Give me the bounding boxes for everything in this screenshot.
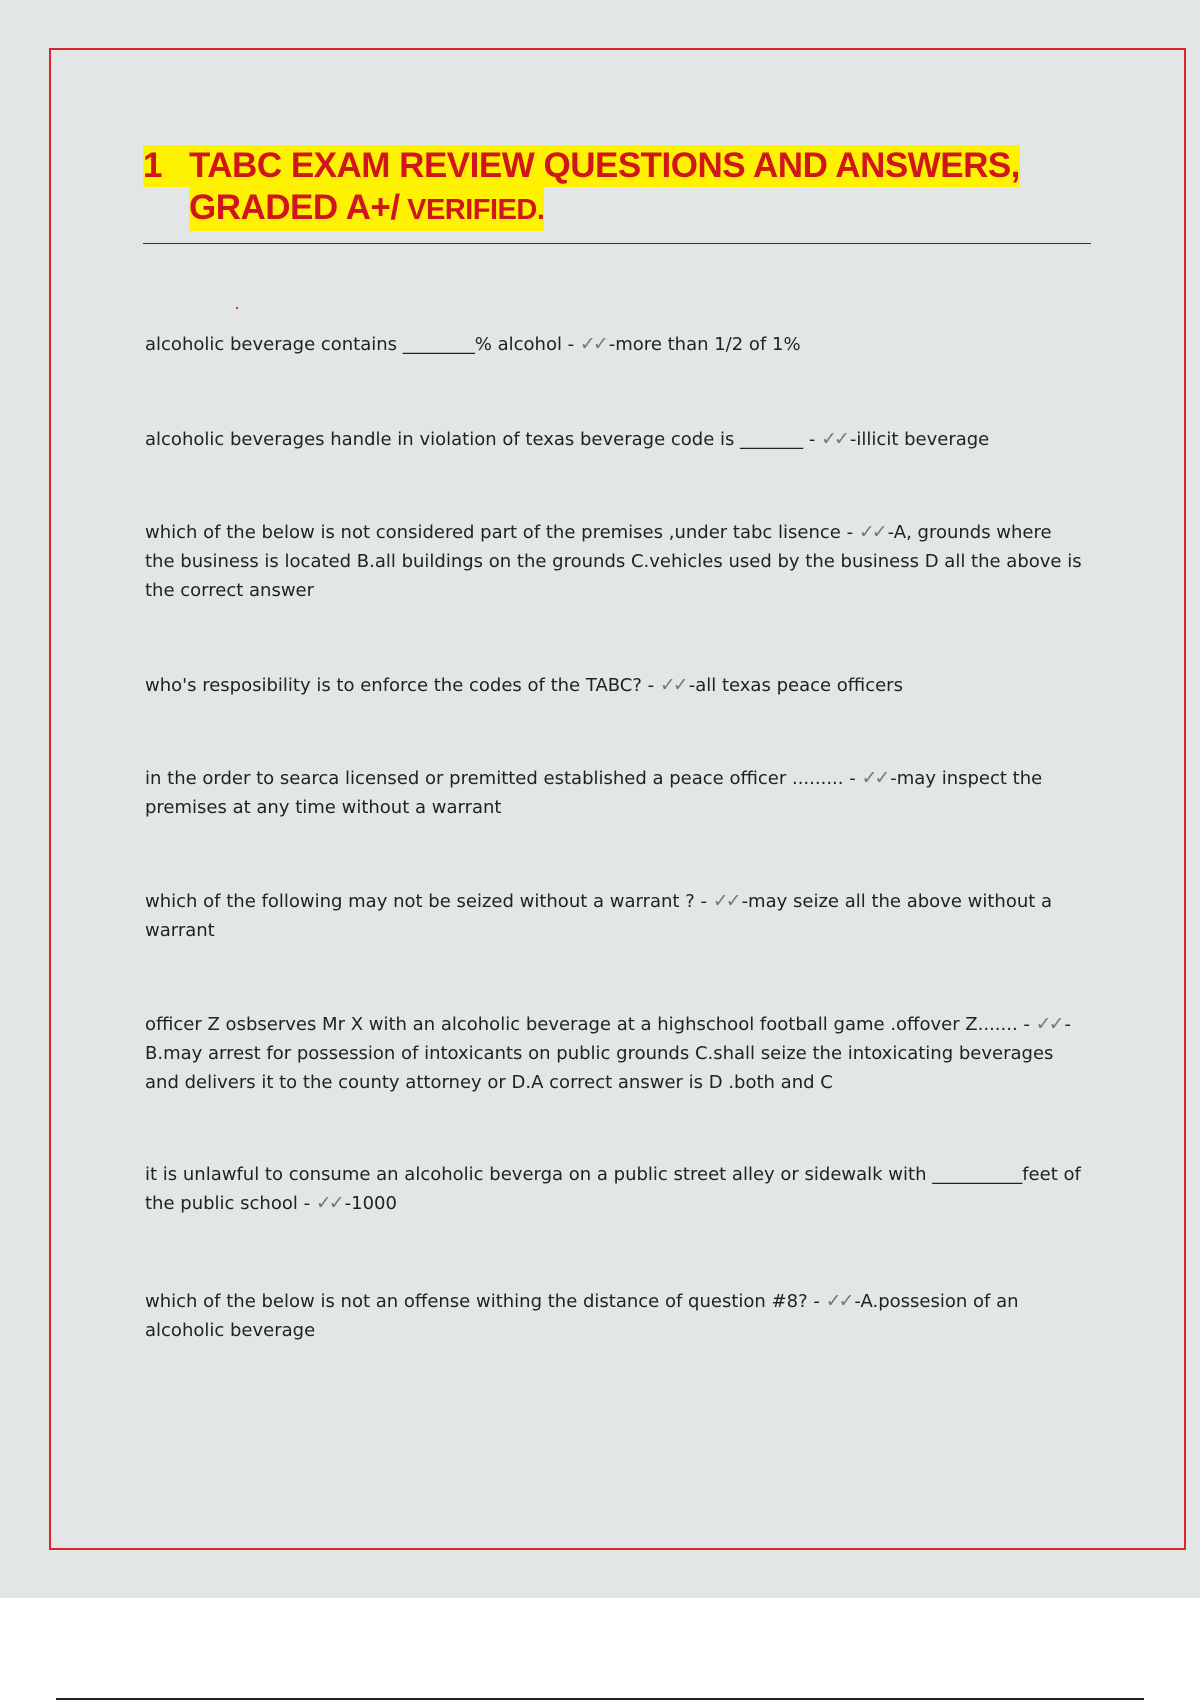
answer-text: -B.may arrest for possession of intoxicants on public grounds C.shall seize the intoxicating beverages and delivers it to the county attorney or D.A correct answer is D .both and C — [145, 1014, 1071, 1093]
double-check-icon: ✓✓ — [821, 428, 847, 450]
answer-text: -A.possesion of an alcoholic beverage — [145, 1291, 1019, 1341]
question-text: which of the following may not be seized without a warrant ? - — [145, 891, 707, 912]
question-text: it is unlawful to consume an alcoholic beverga on a public street alley or sidewalk with __________feet of the public school - — [145, 1164, 1081, 1214]
question-text: in the order to searca licensed or premitted established a peace officer ......... - — [145, 768, 856, 789]
title-number: 1 — [143, 145, 189, 187]
qa-item-3 — [145, 518, 1085, 605]
question-text: alcoholic beverages handle in violation of texas beverage code is _______ - — [145, 429, 816, 450]
double-check-icon: ✓✓ — [315, 1192, 342, 1214]
qa-item-2 — [145, 425, 1085, 454]
qa-item-6 — [145, 887, 1085, 945]
double-check-icon: ✓✓ — [579, 333, 606, 355]
double-check-icon: ✓✓ — [861, 767, 888, 789]
double-check-icon: ✓✓ — [712, 890, 739, 912]
double-check-icon: ✓✓ — [825, 1290, 852, 1312]
question-text: who's resposibility is to enforce the codes of the TABC? - — [145, 675, 655, 696]
question-text: officer Z osbserves Mr X with an alcoholic beverage at a highschool football game .offover Z....... - — [145, 1014, 1030, 1035]
qa-item-4 — [145, 671, 1085, 700]
qa-item-9 — [145, 1287, 1085, 1345]
qa-item-8 — [145, 1160, 1085, 1218]
stray-red-dot — [236, 307, 238, 309]
answer-text: -may seize all the above without a warrant — [145, 891, 1053, 941]
qa-item-1 — [145, 330, 1085, 359]
title-text-line-2: GRADED A+/ VERIFIED. — [189, 187, 544, 231]
answer-text: -more than 1/2 of 1% — [608, 334, 801, 355]
document-title — [143, 145, 1091, 244]
title-text-line-1: TABC EXAM REVIEW QUESTIONS AND ANSWERS, — [189, 146, 1020, 185]
answer-text: -A, grounds where the business is located B.all buildings on the grounds C.vehicles used by the business D all the above is the correct answer — [145, 522, 1082, 601]
title-line-1 — [143, 145, 1091, 187]
answer-text: -1000 — [344, 1193, 397, 1214]
qa-item-5 — [145, 764, 1085, 822]
answer-text: -all texas peace officers — [688, 675, 903, 696]
double-check-icon: ✓✓ — [1035, 1013, 1062, 1035]
answer-text: -may inspect the premises at any time without a warrant — [145, 768, 1043, 818]
answer-text: -illicit beverage — [849, 429, 990, 450]
question-text: which of the below is not an offense withing the distance of question #8? - — [145, 1291, 820, 1312]
double-check-icon: ✓✓ — [659, 674, 686, 696]
title-line-2 — [143, 187, 1091, 231]
qa-item-7 — [145, 1010, 1085, 1097]
question-text: alcoholic beverage contains ________% alcohol - — [145, 334, 575, 355]
double-check-icon: ✓✓ — [858, 521, 885, 543]
question-text: which of the below is not considered part of the premises ,under tabc lisence - — [145, 522, 854, 543]
footer-rule — [56, 1698, 1144, 1700]
